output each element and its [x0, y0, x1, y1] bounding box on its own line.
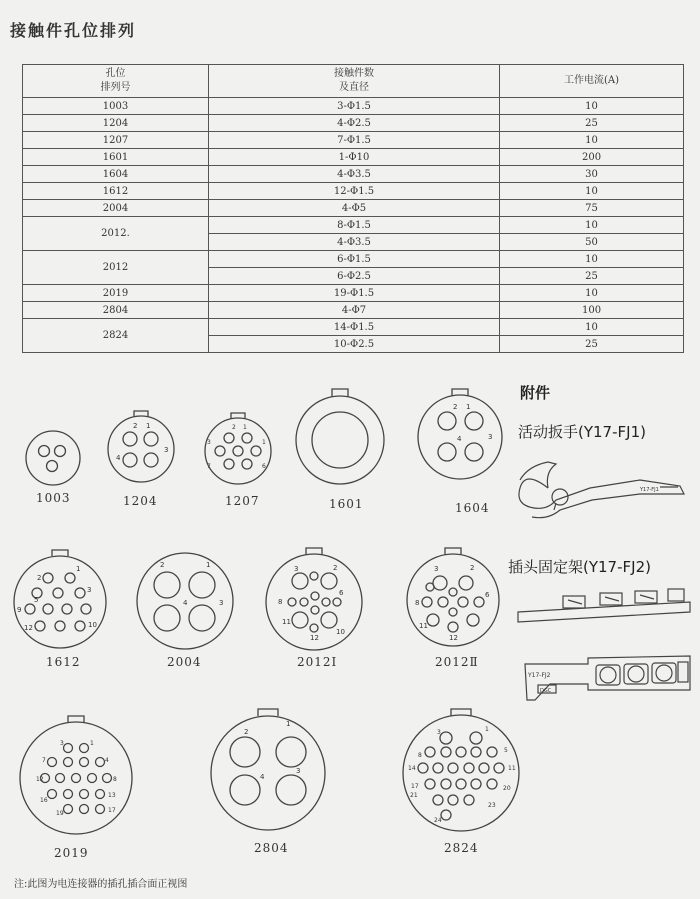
label-2824: 2824 — [444, 841, 479, 855]
svg-text:2: 2 — [232, 424, 236, 431]
wrench-title: 活动扳手(Y17-FJ1) — [518, 423, 646, 441]
cell-contacts: 4-Φ5 — [208, 200, 499, 217]
cell-current: 10 — [500, 251, 684, 268]
svg-text:14: 14 — [408, 765, 416, 772]
svg-text:11: 11 — [282, 618, 291, 626]
cell-current: 25 — [500, 336, 684, 353]
page-title: 接触件孔位排列 — [10, 21, 137, 40]
cell-current: 50 — [500, 234, 684, 251]
cell-contacts: 4-Φ3.5 — [208, 166, 499, 183]
cell-current: 100 — [500, 302, 684, 319]
svg-text:5: 5 — [34, 596, 39, 604]
label-2012-1: 2012Ⅰ — [297, 655, 338, 669]
connector-2804-diagram — [211, 709, 325, 830]
bracket-marking: Y17-FJ2 — [528, 672, 551, 679]
svg-text:1: 1 — [146, 422, 151, 430]
svg-text:7: 7 — [207, 463, 211, 470]
connector-1003-diagram — [26, 431, 80, 485]
cell-contacts: 4-Φ2.5 — [208, 115, 499, 132]
connector-2012-2-diagram — [407, 548, 499, 646]
svg-text:4: 4 — [457, 435, 462, 443]
svg-text:8: 8 — [278, 598, 283, 606]
svg-text:3: 3 — [87, 586, 92, 594]
cell-current: 30 — [500, 166, 684, 183]
svg-text:11: 11 — [508, 765, 516, 772]
label-2019: 2019 — [54, 846, 89, 860]
bracket-sub-marking: DGC — [540, 688, 552, 694]
svg-text:4: 4 — [116, 454, 121, 462]
connector-2824-diagram — [403, 709, 519, 831]
svg-text:8: 8 — [418, 752, 422, 759]
svg-text:3: 3 — [434, 565, 439, 573]
svg-text:16: 16 — [40, 797, 48, 804]
cell-contacts: 7-Φ1.5 — [208, 132, 499, 149]
svg-text:2: 2 — [160, 561, 165, 569]
label-2004: 2004 — [167, 655, 202, 669]
cell-current: 25 — [500, 268, 684, 285]
svg-text:12: 12 — [24, 624, 33, 632]
svg-text:6: 6 — [339, 589, 344, 597]
svg-text:1: 1 — [90, 740, 94, 747]
svg-text:2: 2 — [470, 564, 475, 572]
svg-text:13: 13 — [108, 792, 116, 799]
label-1601: 1601 — [329, 497, 364, 511]
bracket-title: 插头固定架(Y17-FJ2) — [508, 558, 651, 576]
cell-current: 10 — [500, 132, 684, 149]
svg-text:4: 4 — [260, 773, 265, 781]
svg-text:4: 4 — [105, 757, 109, 764]
svg-text:3: 3 — [207, 439, 211, 446]
svg-text:1: 1 — [286, 720, 291, 728]
connector-1612-diagram — [14, 550, 106, 648]
cell-contacts: 4-Φ7 — [208, 302, 499, 319]
cell-contacts: 19-Φ1.5 — [208, 285, 499, 302]
svg-text:3: 3 — [488, 433, 493, 441]
connector-1207-diagram — [205, 413, 271, 484]
cell-contacts: 10-Φ2.5 — [208, 336, 499, 353]
svg-text:12: 12 — [449, 634, 458, 642]
svg-text:1: 1 — [243, 424, 247, 431]
header-contacts-label: 接触件数 及直径 — [334, 68, 374, 93]
svg-text:10: 10 — [336, 628, 345, 636]
cell-arrangement: 2004 — [23, 200, 209, 217]
svg-text:12: 12 — [36, 776, 44, 783]
svg-text:2: 2 — [37, 574, 42, 582]
label-1604: 1604 — [455, 501, 490, 515]
cell-contacts: 14-Φ1.5 — [208, 319, 499, 336]
svg-text:1: 1 — [262, 439, 266, 446]
svg-text:1: 1 — [76, 565, 81, 573]
wrench-illustration — [519, 462, 684, 518]
connector-1204-diagram — [108, 411, 174, 482]
wrench-marking: Y17-FJ1 — [640, 487, 659, 493]
cell-arrangement: 1003 — [23, 98, 209, 115]
svg-text:10: 10 — [88, 621, 97, 629]
svg-text:9: 9 — [17, 606, 22, 614]
svg-text:3: 3 — [164, 446, 169, 454]
svg-text:6: 6 — [485, 591, 490, 599]
svg-text:2: 2 — [333, 564, 338, 572]
header-arrangement-label: 孔位 排列号 — [100, 68, 131, 93]
cell-current: 10 — [500, 319, 684, 336]
svg-text:8: 8 — [415, 599, 420, 607]
svg-text:1: 1 — [466, 403, 471, 411]
svg-text:1: 1 — [206, 561, 211, 569]
label-1003: 1003 — [36, 491, 71, 505]
label-1612: 1612 — [46, 655, 81, 669]
svg-text:2: 2 — [244, 728, 249, 736]
bracket-illustration — [518, 589, 690, 700]
header-current-label: 工作电流(A) — [564, 75, 620, 86]
cell-current: 200 — [500, 149, 684, 166]
connector-1601-diagram — [296, 389, 384, 484]
svg-text:8: 8 — [113, 776, 117, 783]
accessories-heading: 附件 — [520, 384, 551, 402]
cell-contacts: 6-Φ2.5 — [208, 268, 499, 285]
svg-text:3: 3 — [60, 740, 64, 747]
cell-current: 10 — [500, 217, 684, 234]
cell-current: 75 — [500, 200, 684, 217]
cell-arrangement: 2824 — [23, 319, 209, 353]
cell-contacts: 8-Φ1.5 — [208, 217, 499, 234]
svg-text:20: 20 — [503, 785, 511, 792]
svg-text:1: 1 — [485, 726, 489, 733]
cell-arrangement: 2012 — [23, 251, 209, 285]
svg-text:3: 3 — [296, 767, 301, 775]
connector-2019-diagram — [20, 716, 132, 834]
label-1207: 1207 — [225, 494, 260, 508]
connector-2004-diagram — [137, 553, 233, 649]
svg-text:17: 17 — [108, 807, 116, 814]
cell-current: 25 — [500, 115, 684, 132]
cell-arrangement: 1604 — [23, 166, 209, 183]
svg-text:3: 3 — [437, 729, 441, 736]
svg-text:19: 19 — [56, 810, 64, 817]
label-2804: 2804 — [254, 841, 289, 855]
svg-text:24: 24 — [434, 817, 442, 824]
cell-arrangement: 2804 — [23, 302, 209, 319]
svg-text:21: 21 — [410, 792, 418, 799]
cell-contacts: 3-Φ1.5 — [208, 98, 499, 115]
svg-text:2: 2 — [133, 422, 138, 430]
cell-arrangement: 2012. — [23, 217, 209, 251]
svg-text:3: 3 — [219, 599, 224, 607]
cell-arrangement: 1601 — [23, 149, 209, 166]
svg-text:23: 23 — [488, 802, 496, 809]
connector-1604-diagram — [418, 389, 502, 479]
svg-text:6: 6 — [262, 463, 266, 470]
cell-arrangement: 1612 — [23, 183, 209, 200]
footnote: 注:此图为电连接器的插孔插合面正视图 — [14, 879, 188, 890]
svg-text:12: 12 — [310, 634, 319, 642]
svg-text:5: 5 — [504, 747, 508, 754]
cell-contacts: 12-Φ1.5 — [208, 183, 499, 200]
label-1204: 1204 — [123, 494, 158, 508]
label-2012-2: 2012Ⅱ — [435, 655, 479, 669]
cell-contacts: 1-Φ10 — [208, 149, 499, 166]
svg-text:2: 2 — [453, 403, 458, 411]
cell-arrangement: 2019 — [23, 285, 209, 302]
cell-current: 10 — [500, 183, 684, 200]
cell-contacts: 4-Φ3.5 — [208, 234, 499, 251]
connector-2012-1-diagram — [266, 548, 362, 650]
svg-text:4: 4 — [183, 599, 188, 607]
svg-text:17: 17 — [411, 783, 419, 790]
cell-arrangement: 1204 — [23, 115, 209, 132]
cell-current: 10 — [500, 98, 684, 115]
cell-current: 10 — [500, 285, 684, 302]
svg-text:7: 7 — [42, 757, 46, 764]
cell-contacts: 6-Φ1.5 — [208, 251, 499, 268]
cell-arrangement: 1207 — [23, 132, 209, 149]
svg-text:11: 11 — [419, 622, 428, 630]
svg-text:3: 3 — [294, 565, 299, 573]
